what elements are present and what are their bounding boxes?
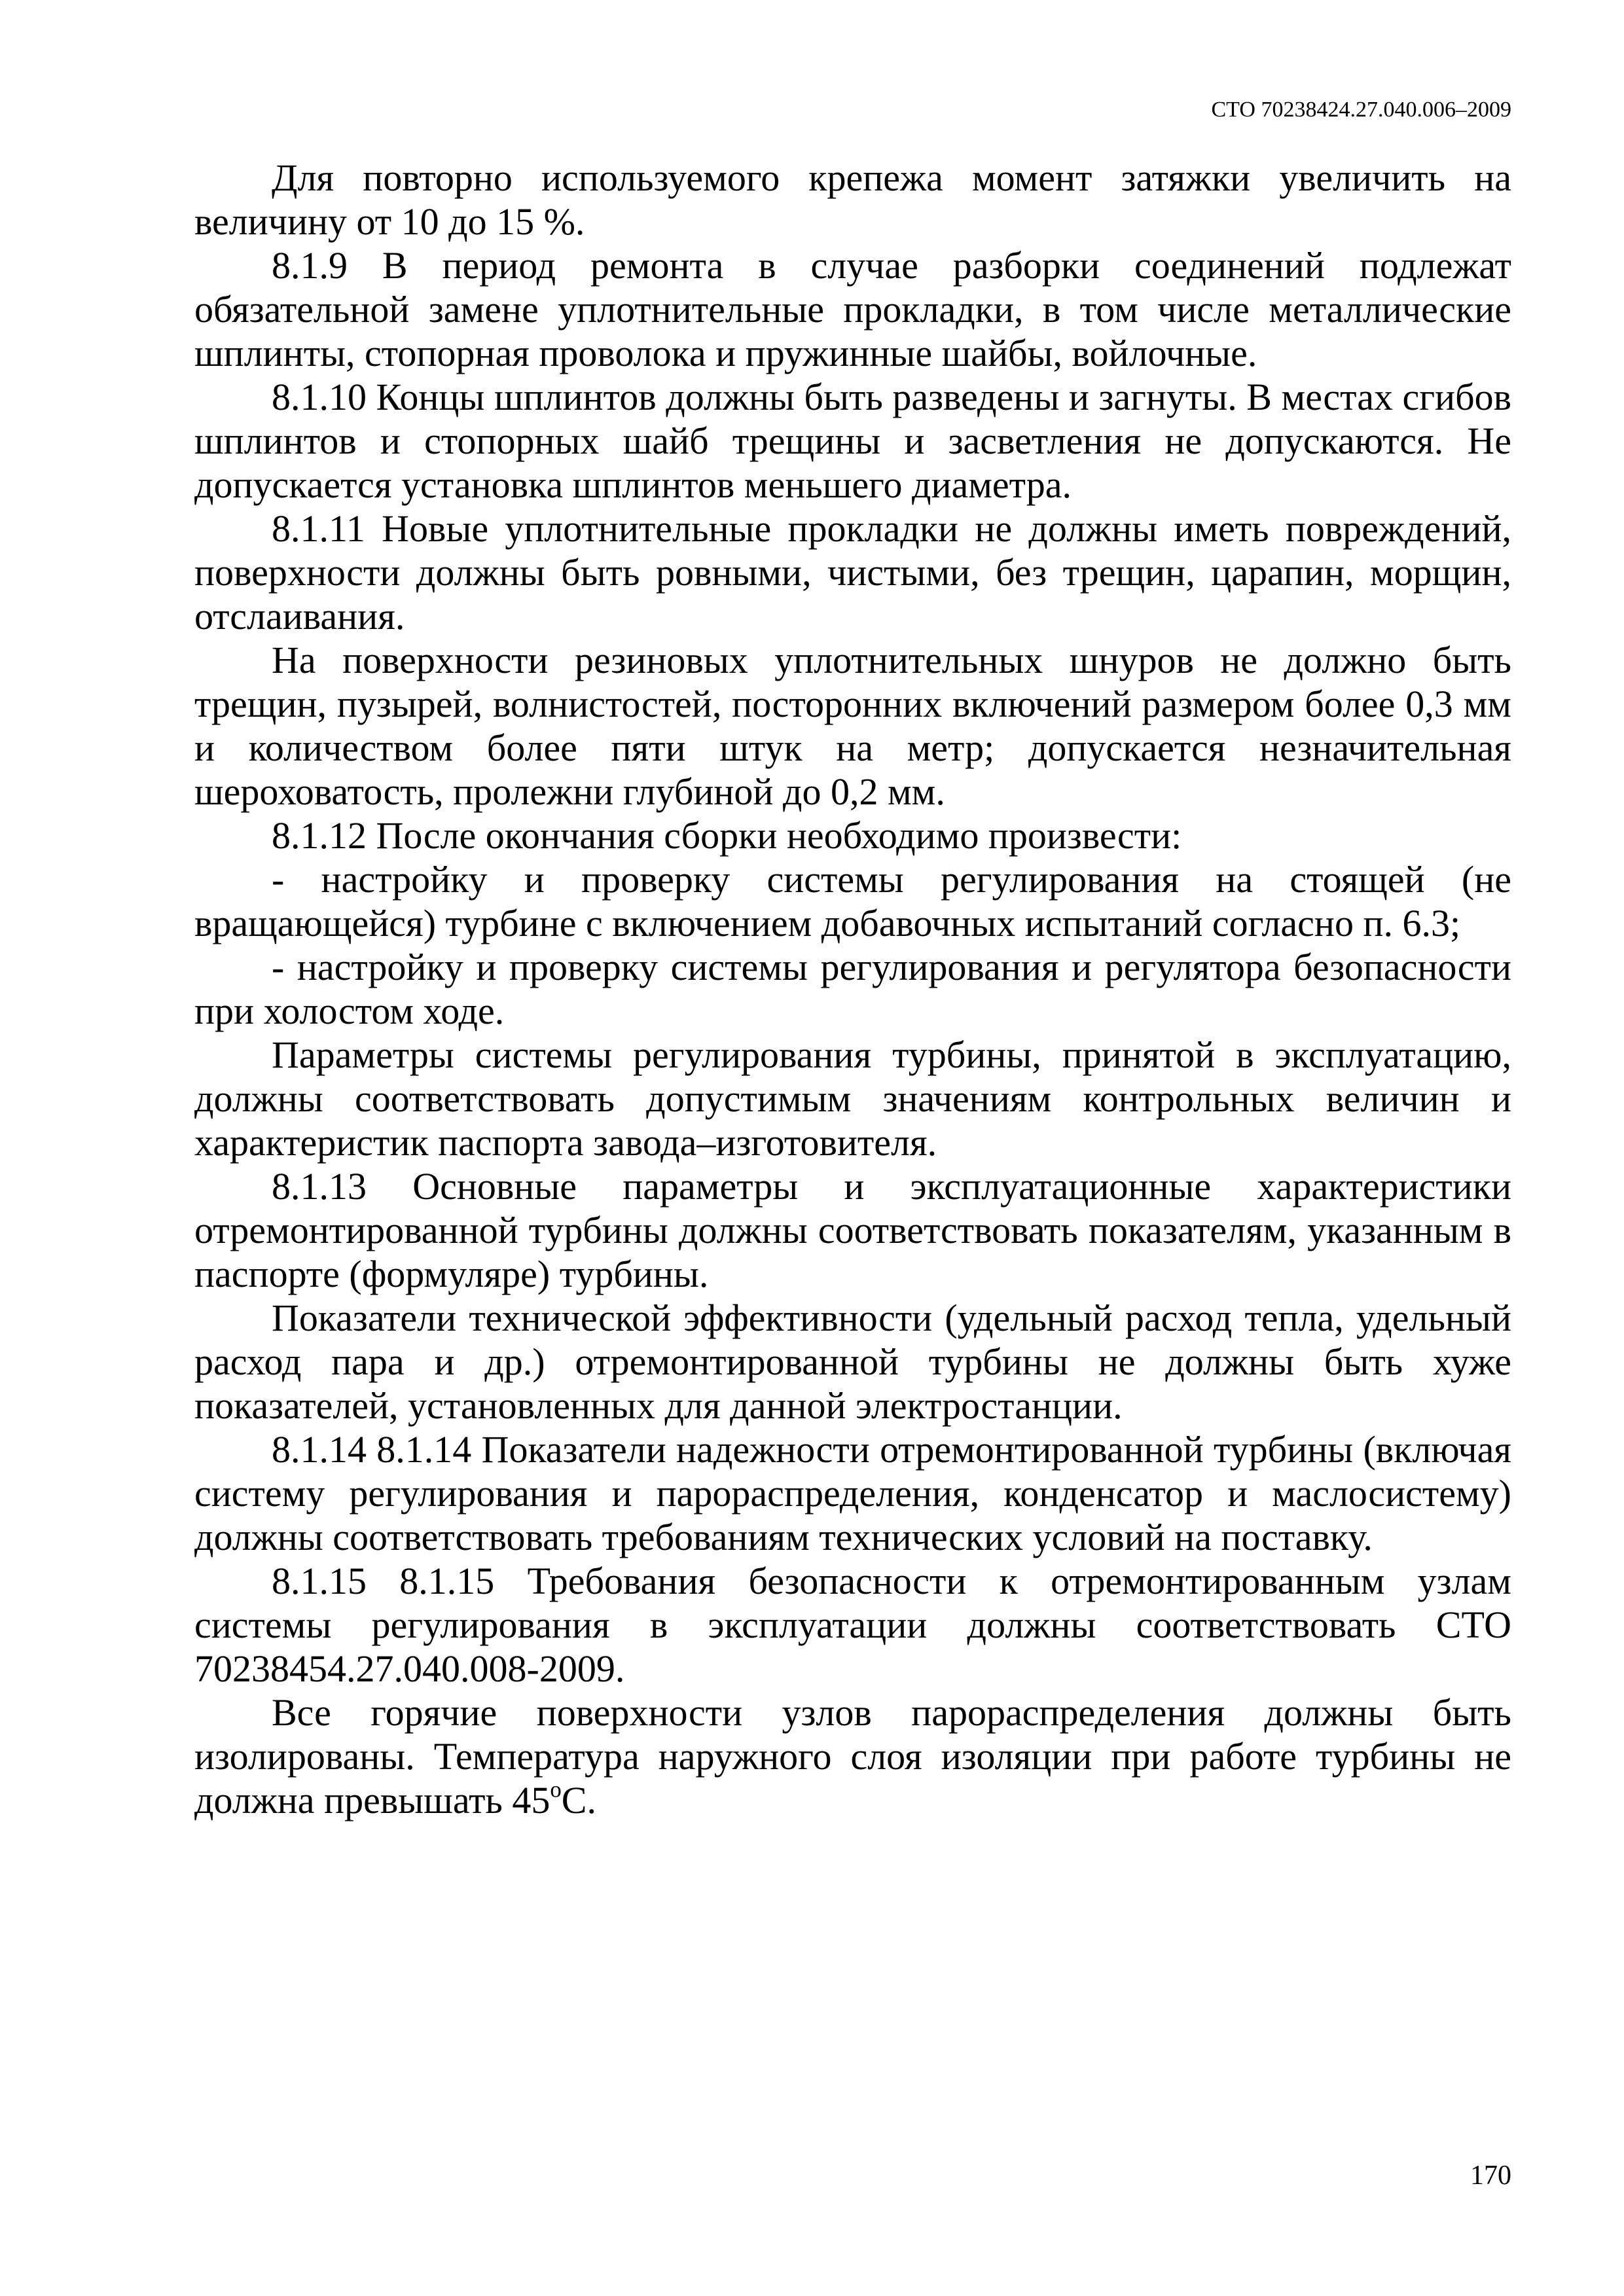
degree-superscript: o xyxy=(550,1776,562,1803)
paragraph-8-1-12: 8.1.12 После окончания сборки необходимо произвести: xyxy=(272,814,1182,857)
paragraph-8-1-15: 8.1.15 8.1.15 Требования безопасности к отремонтированным узлам системы регулирования в эксплуатации должны соответствовать СТО 70238454.27.040.008-2009. xyxy=(194,1560,1511,1690)
paragraph-8-1-11: 8.1.11 Новые уплотнительные прокладки не должны иметь повреждений, поверхности должны быть ровными, чистыми, без трещин, царапин, морщин, отслаивания. xyxy=(194,507,1511,637)
paragraph-control-parameters: Параметры системы регулирования турбины, принятой в эксплуатацию, должны соответствовать допустимым значениям контрольных величин и характеристик паспорта завода–изготовителя. xyxy=(194,1033,1511,1164)
temperature-unit: С. xyxy=(561,1779,596,1821)
page-number: 170 xyxy=(1470,2161,1511,2191)
paragraph-8-1-9: 8.1.9 В период ремонта в случае разборки соединений подлежат обязательной замене уплотнительные прокладки, в том числе металлические шплинты, стопорная проволока и пружинные шайбы, войлочные. xyxy=(194,244,1511,374)
paragraph-8-1-13: 8.1.13 Основные параметры и эксплуатационные характеристики отремонтированной турбины должны соответствовать показателям, указанным в паспорте (формуляре) турбины. xyxy=(194,1165,1511,1295)
paragraph-rubber-cords: На поверхности резиновых уплотнительных шнуров не должно быть трещин, пузырей, волнистостей, посторонних включений размером более 0,3 мм и количеством более пяти штук на метр; допускается незначительная шероховатость, пролежни глубиной до 0,2 мм. xyxy=(194,639,1511,813)
document-code-header: СТО 70238424.27.040.006–2009 xyxy=(1211,98,1511,122)
page-body xyxy=(194,156,1511,1822)
paragraph-8-1-14: 8.1.14 8.1.14 Показатели надежности отремонтированной турбины (включая систему регулирования и парораспределения, конденсатор и маслосистему) должны соответствовать требованиям технических условий на поставку. xyxy=(194,1428,1511,1558)
hot-surfaces-text: Все горячие поверхности узлов парораспределения должны быть изолированы. Температура наружного слоя изоляции при работе турбины не должна превышать 45 xyxy=(194,1691,1511,1821)
paragraph-8-1-10: 8.1.10 Концы шплинтов должны быть разведены и загнуты. В местах сгибов шплинтов и стопорных шайб трещины и засветления не допускаются. Не допускается установка шплинтов меньшего диаметра. xyxy=(194,376,1511,506)
paragraph-hot-surfaces xyxy=(194,1691,1511,1822)
list-item-standstill-adjustment: - настройку и проверку системы регулирования на стоящей (не вращающейся) турбине с включением добавочных испытаний согласно п. 6.3; xyxy=(194,858,1511,944)
list-item-idle-adjustment: - настройку и проверку системы регулирования и регулятора безопасности при холостом ходе. xyxy=(194,946,1511,1032)
paragraph-efficiency-indicators: Показатели технической эффективности (удельный расход тепла, удельный расход пара и др.) отремонтированной турбины не должны быть хуже показателей, установленных для данной электростанции. xyxy=(194,1297,1511,1427)
paragraph-fastener-torque: Для повторно используемого крепежа момент затяжки увеличить на величину от 10 до 15 %. xyxy=(194,156,1511,243)
